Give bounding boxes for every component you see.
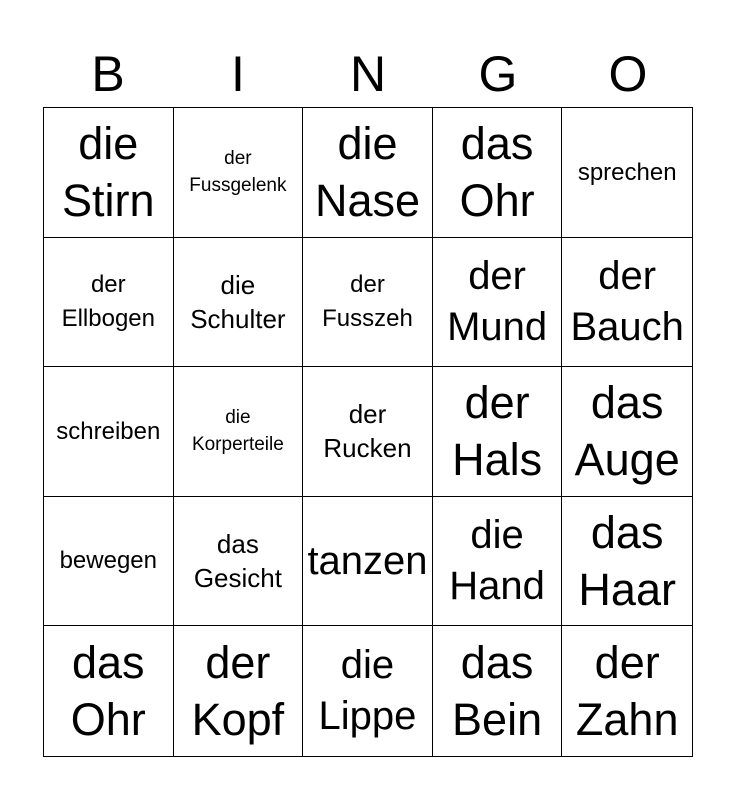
bingo-cell-text: die Nase (314, 117, 421, 227)
bingo-cell-text: der Rucken (323, 399, 412, 464)
bingo-cell[interactable] (174, 238, 304, 368)
bingo-cell[interactable] (303, 626, 433, 756)
header-letter-b: B (91, 46, 125, 102)
bingo-cell[interactable] (562, 497, 692, 627)
bingo-cell-text: die Stirn (62, 117, 155, 227)
bingo-cell[interactable] (562, 238, 692, 368)
bingo-cell[interactable] (174, 626, 304, 756)
bingo-cell-text: bewegen (59, 547, 157, 575)
bingo-cell-text: tanzen (307, 538, 428, 583)
bingo-cell[interactable] (303, 367, 433, 497)
bingo-cell-text: der Mund (447, 253, 548, 349)
bingo-cell[interactable] (433, 108, 563, 238)
bingo-cell-text: die Lippe (318, 643, 417, 739)
bingo-cell[interactable] (44, 497, 174, 627)
bingo-cell-text: das Gesicht (193, 528, 282, 594)
bingo-cell[interactable] (562, 626, 692, 756)
bingo-cell[interactable] (303, 108, 433, 238)
bingo-cell-text: der Fussgelenk (189, 147, 287, 197)
bingo-cell-text: schreiben (56, 417, 161, 445)
bingo-cell-text: der Fusszeh (322, 271, 413, 332)
bingo-cell[interactable] (174, 497, 304, 627)
bingo-cell[interactable] (174, 367, 304, 497)
bingo-cell[interactable] (433, 626, 563, 756)
bingo-cell[interactable] (433, 238, 563, 368)
bingo-grid (43, 107, 693, 757)
header-letter-o: O (608, 46, 648, 102)
bingo-cell[interactable] (303, 238, 433, 368)
bingo-cell-text: das Ohr (70, 636, 146, 746)
bingo-cell-text: der Zahn (575, 636, 679, 746)
bingo-cell-text: das Haar (578, 506, 676, 616)
bingo-cell[interactable] (433, 367, 563, 497)
bingo-cell-text: das Auge (574, 376, 680, 486)
header-letter-n: N (349, 46, 387, 102)
bingo-cell-text: der Bauch (570, 253, 684, 349)
bingo-cell[interactable] (44, 367, 174, 497)
header-letter-g: G (478, 46, 518, 102)
bingo-cell-text: die Schulter (190, 269, 286, 334)
bingo-cell[interactable] (303, 497, 433, 627)
bingo-cell[interactable] (44, 108, 174, 238)
bingo-cell[interactable] (44, 238, 174, 368)
bingo-cell-text: der Ellbogen (61, 271, 155, 332)
bingo-cell-text: der Hals (452, 376, 543, 486)
bingo-cell[interactable] (562, 108, 692, 238)
bingo-cell[interactable] (433, 497, 563, 627)
bingo-cell-text: der Kopf (191, 636, 285, 746)
bingo-cell-text: sprechen (577, 158, 677, 186)
bingo-cell[interactable] (44, 626, 174, 756)
header-letter-i: I (231, 46, 245, 102)
bingo-cell[interactable] (562, 367, 692, 497)
bingo-cell-text: die Korperteile (191, 406, 284, 456)
bingo-cell-text: das Bein (452, 636, 543, 746)
bingo-header (43, 40, 693, 108)
bingo-cell-text: die Hand (449, 512, 545, 609)
bingo-cell-text: das Ohr (459, 117, 535, 227)
bingo-cell[interactable] (174, 108, 304, 238)
